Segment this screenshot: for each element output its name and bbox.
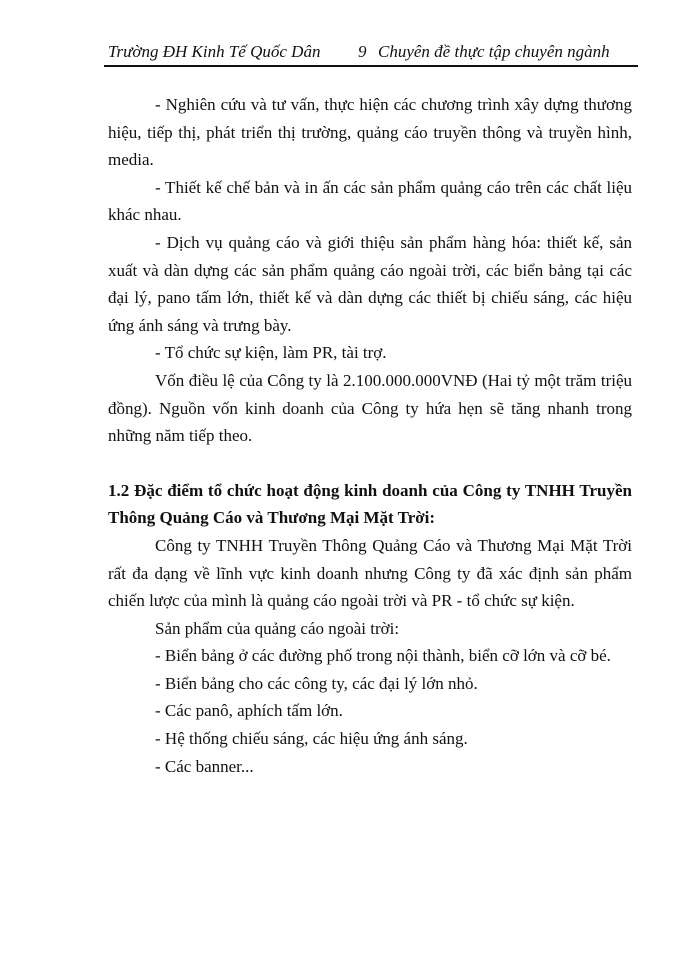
paragraph-research-consulting: - Nghiên cứu và tư vấn, thực hiện các chương trình xây dựng thương hiệu, tiếp thị, phát triển thị trường, quảng cáo truyền thông và truyền hình, media. [108,95,632,170]
paragraph-event-organizing: - Tổ chức sự kiện, làm PR, tài trợ. [155,343,387,363]
paragraph-design-printing: - Thiết kế chế bản và in ấn các sản phẩm quảng cáo trên các chất liệu khác nhau. [108,177,632,225]
list-item-street-billboards: - Biển bảng ở các đường phố trong nội thành, biển cỡ lớn và cỡ bé. [155,646,611,666]
header-school-name: Trường ĐH Kinh Tế Quốc Dân [108,42,321,61]
page-header [104,38,638,64]
list-item-panels-posters: - Các panô, aphích tấm lớn. [155,701,343,721]
section-heading: 1.2 Đặc điểm tổ chức hoạt động kinh doanh của Công ty TNHH Truyền Thông Quảng Cáo và Thương Mại Mặt Trời: [108,480,632,528]
header-divider [104,65,638,67]
header-page-number: 9 [358,42,367,61]
list-item-company-signs: - Biển bảng cho các công ty, các đại lý lớn nhỏ. [155,673,478,693]
list-item-banners: - Các banner... [155,756,254,776]
paragraph-advertising-services: - Dịch vụ quảng cáo và giới thiệu sản phẩm hàng hóa: thiết kế, sản xuất và dàn dựng các sản phẩm quảng cáo ngoài trời, các biển bảng tại các đại lý, pano tấm lớn, thiết kế và dàn dựng các thiết bị chiếu sáng, các hiệu ứng ánh sáng và trưng bày. [108,232,632,335]
document-body [108,91,632,780]
paragraph-business-overview: Công ty TNHH Truyền Thông Quảng Cáo và Thương Mại Mặt Trời rất đa dạng về lĩnh vực kinh doanh nhưng Công ty đã xác định sản phẩm chiến lược của mình là quảng cáo ngoài trời và PR - tổ chức sự kiện. [108,535,632,611]
paragraph-charter-capital: Vốn điều lệ của Công ty là 2.100.000.000VNĐ (Hai tỷ một trăm triệu đồng). Nguồn vốn kinh doanh của Công ty hứa hẹn sẽ tăng nhanh trong những năm tiếp theo. [108,370,632,446]
header-report-topic: Chuyên đề thực tập chuyên ngành [378,42,610,61]
paragraph-outdoor-products-intro: Sản phẩm của quảng cáo ngoài trời: [155,618,400,638]
list-item-lighting-systems: - Hệ thống chiếu sáng, các hiệu ứng ánh sáng. [155,729,468,749]
